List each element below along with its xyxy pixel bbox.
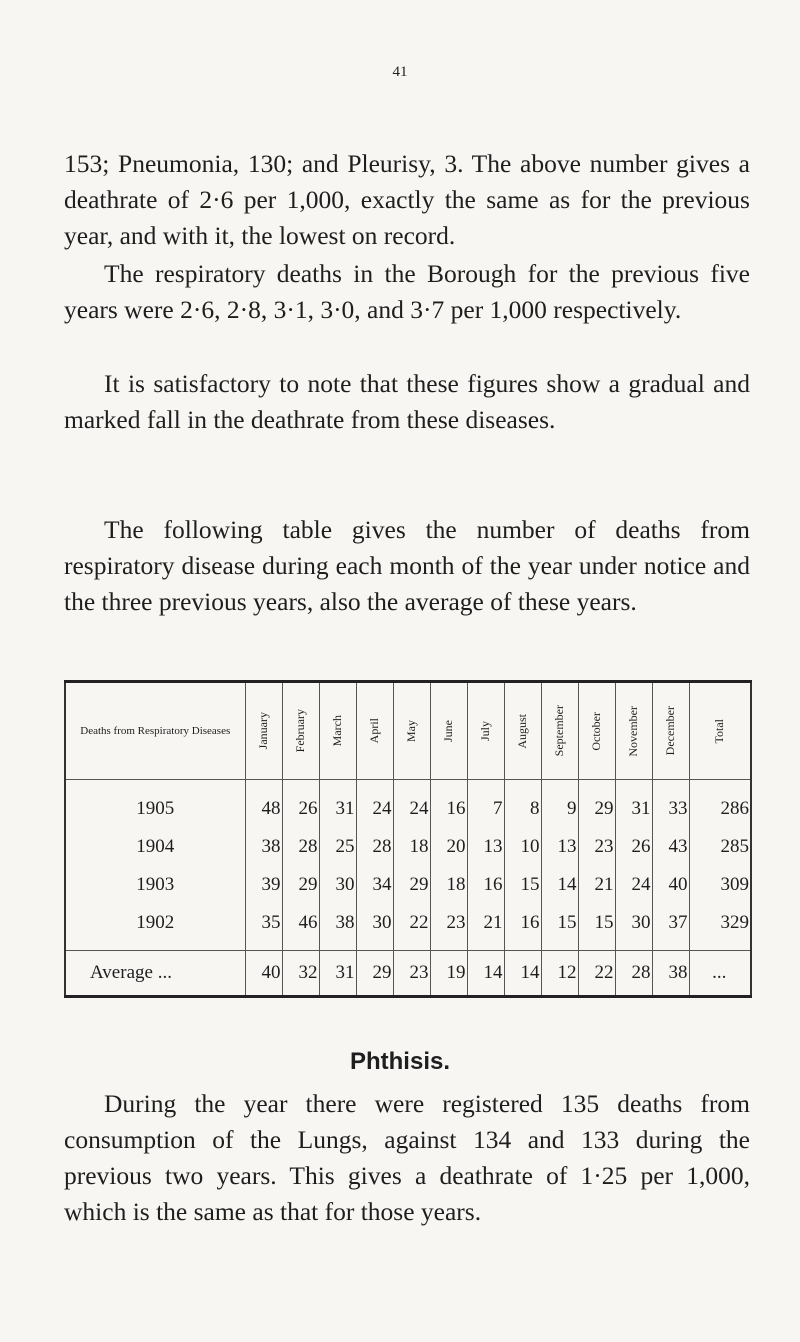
- paragraph-gradual-fall: [64, 366, 750, 438]
- column-header-february: [282, 682, 319, 780]
- table-cell: 21: [467, 904, 504, 951]
- respiratory-deaths-table-wrap: [64, 680, 750, 998]
- column-header-label: January: [256, 712, 270, 750]
- column-header-may: [393, 682, 430, 780]
- table-cell: 18: [393, 828, 430, 866]
- table-cell: 31: [615, 780, 652, 829]
- table-cell: 15: [578, 904, 615, 951]
- table-cell: 22: [578, 951, 615, 997]
- table-cell: 24: [393, 780, 430, 829]
- table-cell: 30: [356, 904, 393, 951]
- paragraph-table-intro: [64, 512, 750, 620]
- table-cell: 12: [541, 951, 578, 997]
- table-cell: 7: [467, 780, 504, 829]
- average-row: [65, 951, 751, 997]
- column-header-march: [319, 682, 356, 780]
- table-cell: 26: [282, 780, 319, 829]
- table-row: [65, 828, 751, 866]
- table-cell: 24: [356, 780, 393, 829]
- table-cell: 18: [430, 866, 467, 904]
- column-header-label: September: [552, 705, 566, 757]
- paragraph-text: During the year there were registered 135 deaths from consumption of the Lungs, against 134 and 133 during the previous two years. This gives a deathrate of 1·25 per 1,000, which is the same as that for those years.: [64, 1089, 750, 1226]
- table-cell: 15: [504, 866, 541, 904]
- table-cell: 22: [393, 904, 430, 951]
- column-header-label: March: [330, 715, 344, 747]
- table-cell: 286: [689, 780, 751, 829]
- table-cell: 38: [652, 951, 689, 997]
- table-cell: 8: [504, 780, 541, 829]
- table-cell: 24: [615, 866, 652, 904]
- table-row: [65, 904, 751, 951]
- table-cell: 32: [282, 951, 319, 997]
- table-cell: 20: [430, 828, 467, 866]
- table-cell: 40: [652, 866, 689, 904]
- column-header-label: October: [589, 711, 603, 751]
- table-cell: 30: [615, 904, 652, 951]
- table-cell: 34: [356, 866, 393, 904]
- column-header-label: June: [441, 720, 455, 742]
- column-header-june: [430, 682, 467, 780]
- table-cell: 37: [652, 904, 689, 951]
- table-header-row: [65, 682, 751, 780]
- paragraph-previous-rates: [64, 256, 750, 328]
- table-cell: 30: [319, 866, 356, 904]
- row-label: 1904: [65, 828, 245, 866]
- table-cell: 16: [504, 904, 541, 951]
- row-label: 1905: [65, 780, 245, 829]
- table-cell: 23: [393, 951, 430, 997]
- column-header-label: May: [404, 720, 418, 742]
- table-cell: 25: [319, 828, 356, 866]
- column-header-october: [578, 682, 615, 780]
- table-cell: 15: [541, 904, 578, 951]
- table-cell: ...: [689, 951, 751, 997]
- table-cell: 28: [356, 828, 393, 866]
- row-label: 1903: [65, 866, 245, 904]
- table-cell: 43: [652, 828, 689, 866]
- page-number: 41: [392, 64, 408, 80]
- table-cell: 23: [578, 828, 615, 866]
- table-row: [65, 866, 751, 904]
- table-row: [65, 780, 751, 829]
- table-cell: 13: [541, 828, 578, 866]
- table-cell: 16: [430, 780, 467, 829]
- column-header-september: [541, 682, 578, 780]
- column-header-label: July: [478, 720, 492, 741]
- table-cell: 13: [467, 828, 504, 866]
- table-cell: 31: [319, 780, 356, 829]
- column-header-january: [245, 682, 282, 780]
- table-cell: 46: [282, 904, 319, 951]
- table-cell: 14: [541, 866, 578, 904]
- paragraph-text: 153; Pneumonia, 130; and Pleurisy, 3. The above number gives a deathrate of 2·6 per 1,000, exactly the same as for the previous year, and with it, the lowest on record.: [64, 149, 750, 250]
- paragraph-text: The following table gives the number of deaths from respiratory disease during each month of the year under notice and the three previous years, also the average of these years.: [64, 515, 750, 616]
- table-cell: 40: [245, 951, 282, 997]
- table-cell: 14: [467, 951, 504, 997]
- column-header-august: [504, 682, 541, 780]
- column-header-december: [652, 682, 689, 780]
- table-cell: 329: [689, 904, 751, 951]
- table-cell: 14: [504, 951, 541, 997]
- table-cell: 29: [578, 780, 615, 829]
- table-cell: 309: [689, 866, 751, 904]
- table-cell: 33: [652, 780, 689, 829]
- column-header-label: August: [515, 713, 529, 749]
- row-header-cell: [65, 682, 245, 780]
- paragraph-text: The respiratory deaths in the Borough for the previous five years were 2·6, 2·8, 3·1, 3·0, and 3·7 per 1,000 respectively.: [64, 259, 750, 324]
- respiratory-deaths-table: [64, 680, 752, 998]
- table-cell: 29: [282, 866, 319, 904]
- column-header-april: [356, 682, 393, 780]
- table-cell: 19: [430, 951, 467, 997]
- table-cell: 29: [393, 866, 430, 904]
- section-heading-phthisis: Phthisis.: [349, 1048, 451, 1075]
- column-header-label: February: [293, 709, 307, 753]
- column-header-november: [615, 682, 652, 780]
- table-cell: 23: [430, 904, 467, 951]
- table-cell: 28: [282, 828, 319, 866]
- paragraph-phthisis: [64, 1086, 750, 1230]
- table-cell: 35: [245, 904, 282, 951]
- paragraph-text: It is satisfactory to note that these figures show a gradual and marked fall in the deathrate from these diseases.: [64, 369, 750, 434]
- table-cell: 38: [319, 904, 356, 951]
- average-label: Average ...: [65, 951, 245, 997]
- table-cell: 16: [467, 866, 504, 904]
- column-header-label: Total: [712, 718, 727, 744]
- table-cell: 285: [689, 828, 751, 866]
- table-cell: 28: [615, 951, 652, 997]
- table-cell: 26: [615, 828, 652, 866]
- table-cell: 31: [319, 951, 356, 997]
- table-cell: 48: [245, 780, 282, 829]
- table-cell: 21: [578, 866, 615, 904]
- table-cell: 10: [504, 828, 541, 866]
- column-header-total: [689, 682, 751, 780]
- row-label: 1902: [65, 904, 245, 951]
- table-cell: 9: [541, 780, 578, 829]
- column-header-label: April: [367, 718, 381, 744]
- column-header-label: November: [626, 705, 640, 757]
- row-header-label: Deaths from Respiratory Diseases: [80, 724, 231, 737]
- table-cell: 29: [356, 951, 393, 997]
- paragraph-pneumonia: [64, 146, 750, 254]
- table-cell: 38: [245, 828, 282, 866]
- table-cell: 39: [245, 866, 282, 904]
- column-header-label: December: [663, 706, 677, 756]
- column-header-july: [467, 682, 504, 780]
